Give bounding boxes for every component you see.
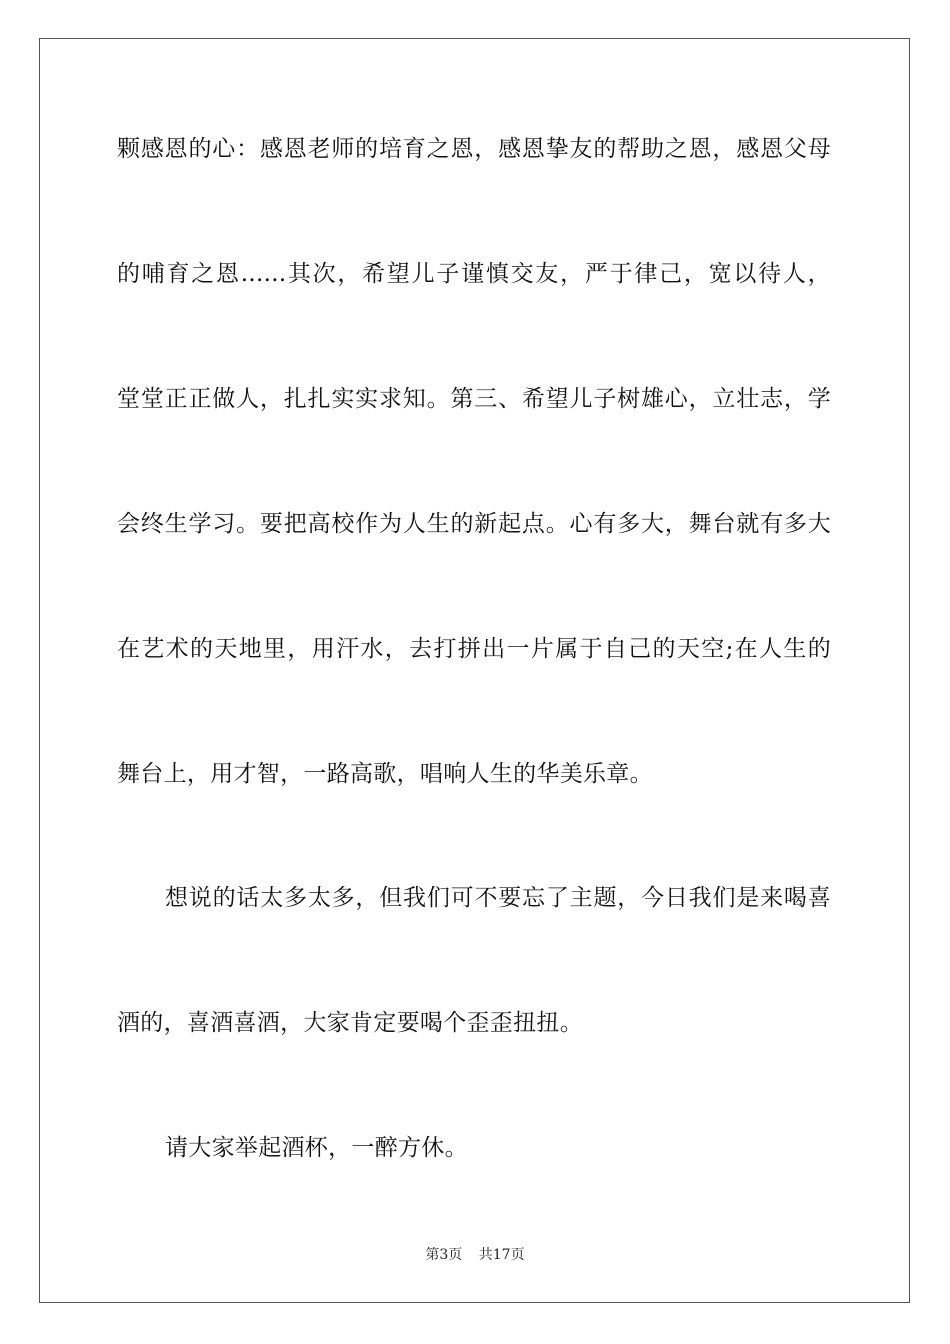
page-total: 共17页	[478, 1247, 525, 1263]
text-line-9: 请大家举起酒杯，一醉方休。	[165, 1135, 468, 1161]
text-line-7: 想说的话太多太多，但我们可不要忘了主题，今日我们是来喝喜	[165, 885, 831, 911]
page-number: 第3页	[425, 1247, 463, 1263]
text-line-3: 堂堂正正做人，扎扎实实求知。第三、希望儿子树雄心，立壮志，学	[117, 386, 831, 412]
text-line-8: 酒的，喜酒喜酒，大家肯定要喝个歪歪扭扭。	[117, 1010, 583, 1036]
text-line-1: 颗感恩的心：感恩老师的培育之恩，感恩挚友的帮助之恩，感恩父母	[117, 136, 831, 162]
text-line-5: 在艺术的天地里，用汗水，去打拼出一片属于自己的天空;在人生的	[117, 636, 831, 662]
page-border	[39, 38, 910, 1303]
text-line-6: 舞台上，用才智，一路高歌，唱响人生的华美乐章。	[117, 761, 653, 787]
page-footer	[0, 1246, 950, 1264]
text-line-2: 的哺育之恩......其次，希望儿子谨慎交友，严于律己，宽以待人，	[117, 261, 831, 287]
text-line-4: 会终生学习。要把高校作为人生的新起点。心有多大，舞台就有多大	[117, 511, 831, 537]
